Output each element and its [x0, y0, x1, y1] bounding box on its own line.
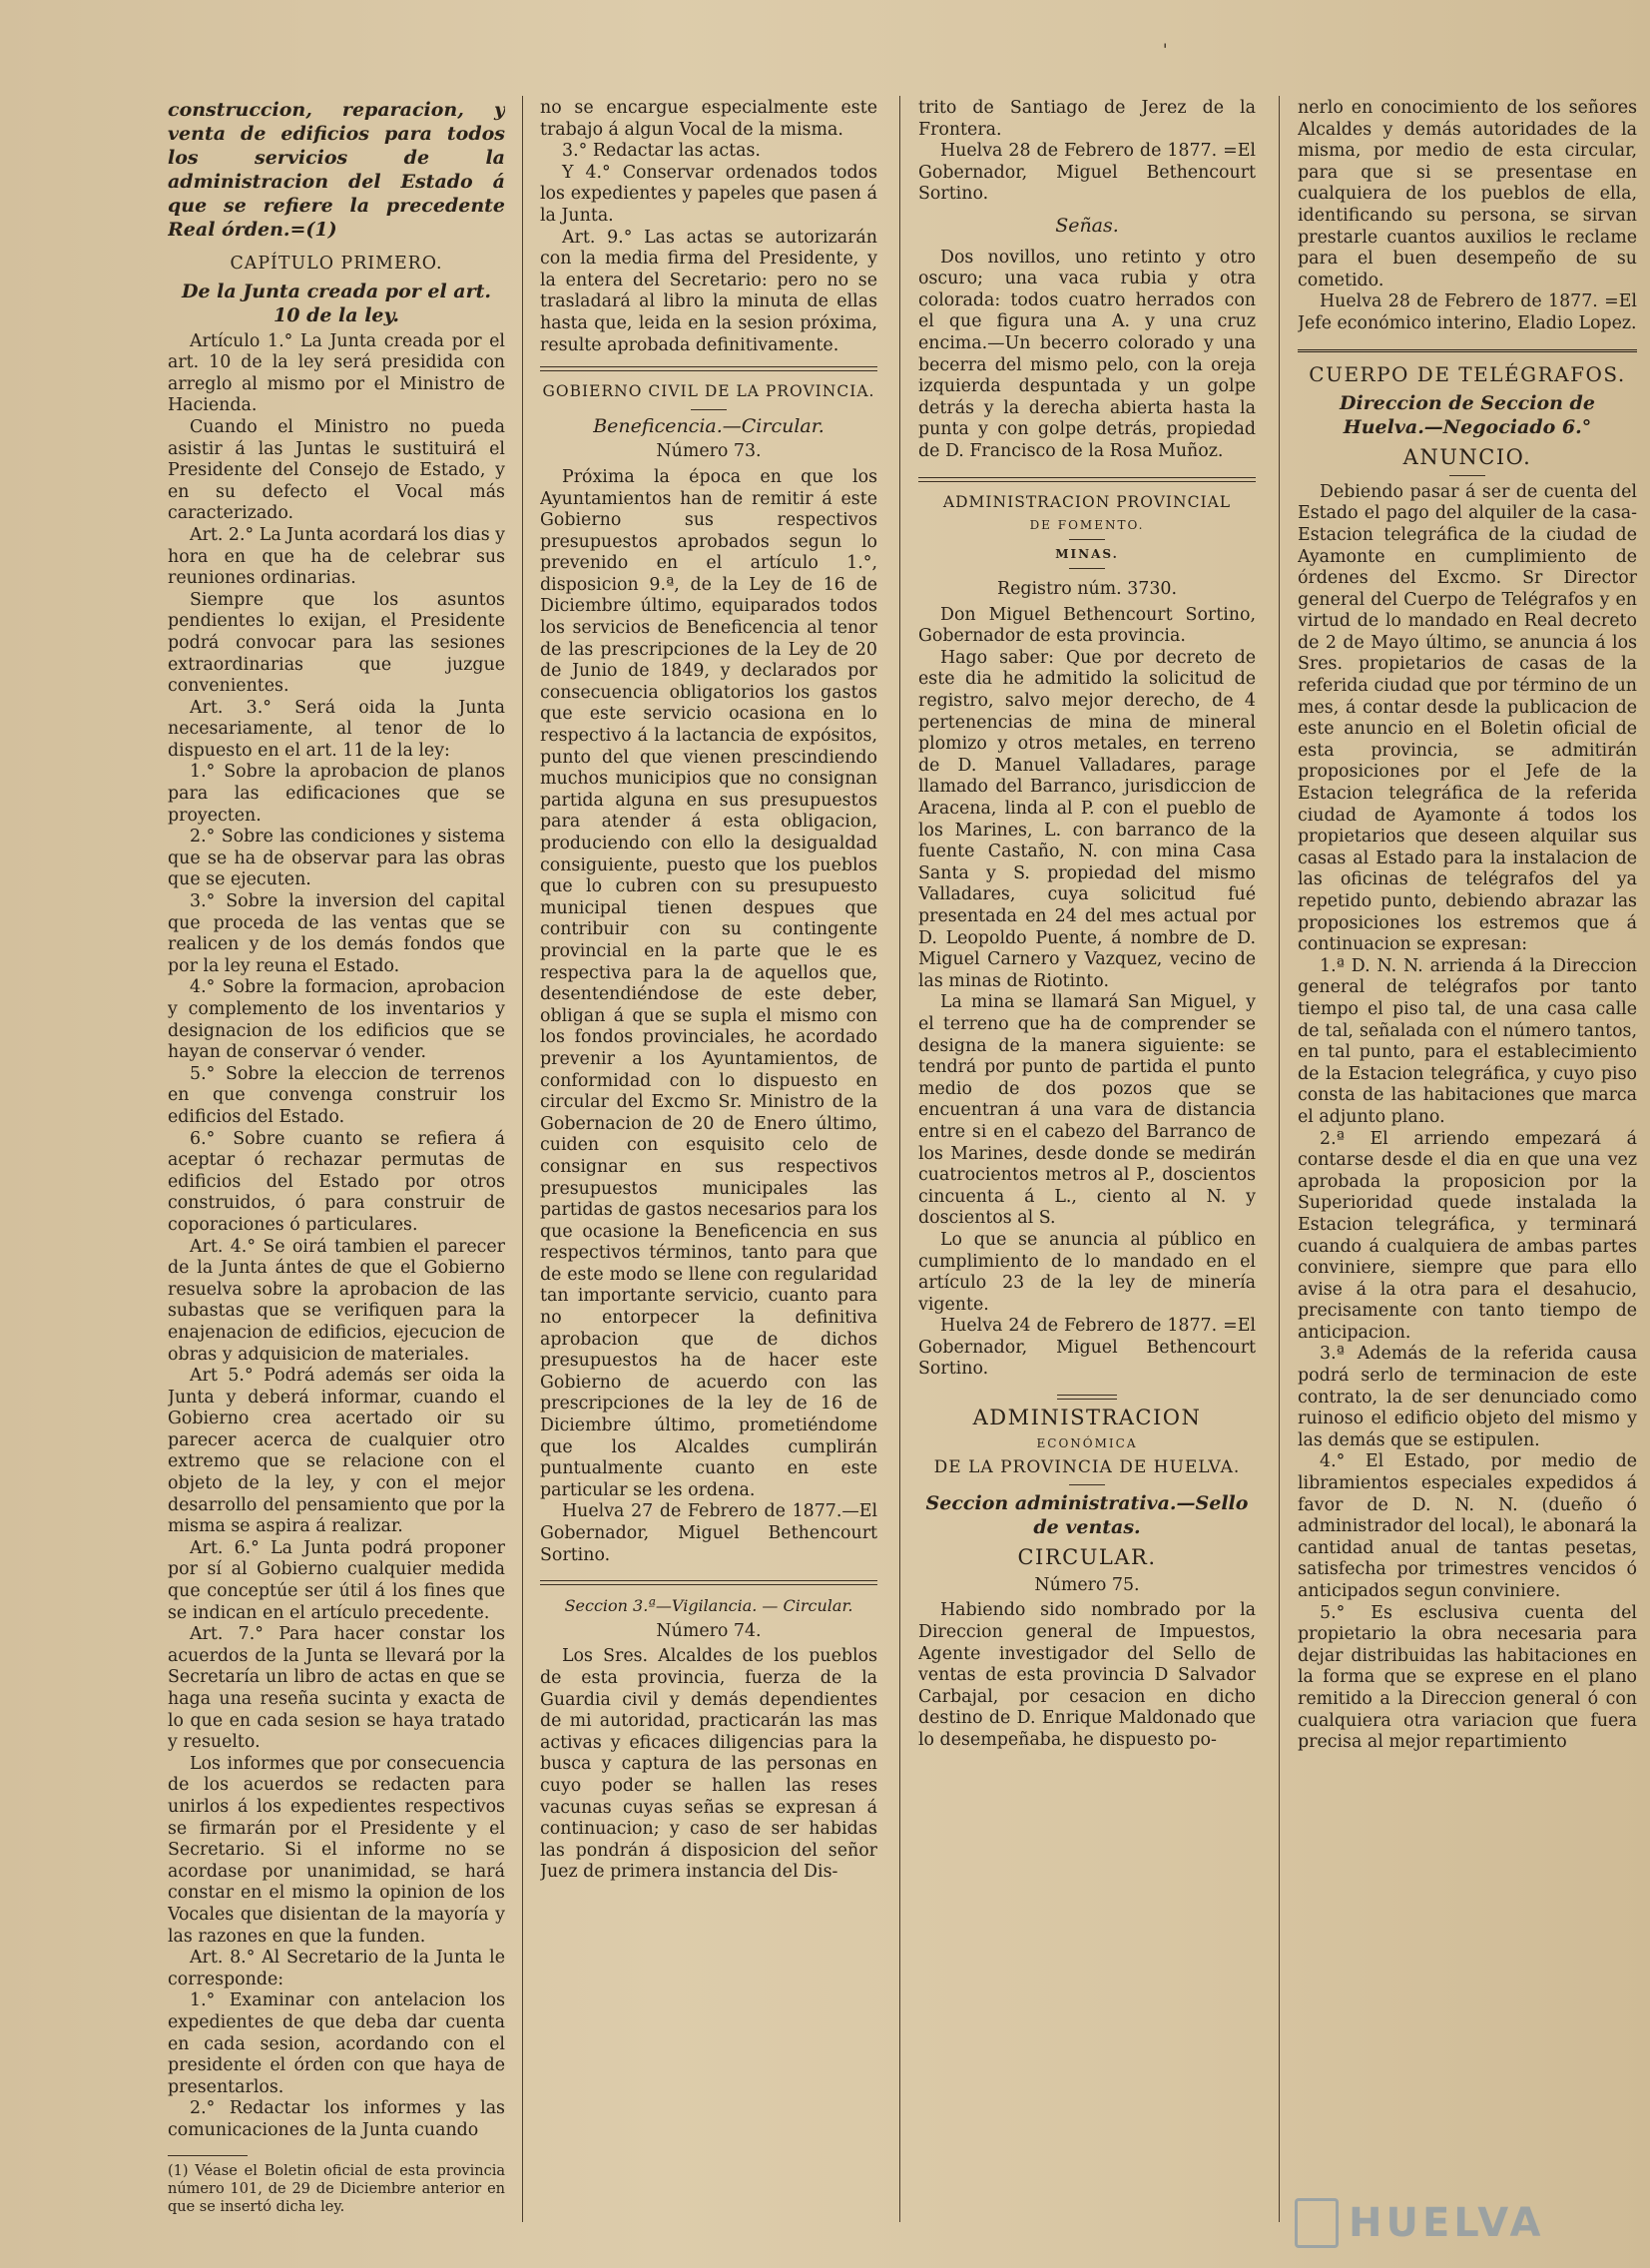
paragraph: Art. 2.° La Junta acordará los dias y hora en que ha de celebrar sus reuniones ordinarias. — [168, 524, 505, 589]
paragraph: Art 5.° Podrá además ser oida la Junta y deberá informar, cuando el Gobierno crea acertado oir su parecer acerca de cualquier otro extremo que se relacione con el objeto de la ley, y con el mejor desarrollo del pensamiento que por la misma se aspira á realizar. — [168, 1366, 505, 1537]
section-title: ANUNCIO. — [1402, 445, 1532, 470]
number-label: Número 73. — [656, 441, 762, 462]
paragraph: Siempre que los asuntos pendientes lo exijan, el Presidente podrá convocar para las sesiones extraordinarias que juzgue convenientes. — [168, 589, 505, 697]
section-subtitle: Beneficencia.—Circular. — [593, 414, 825, 437]
paragraph: Art. 3.° Será oida la Junta necesariamente, al tenor de lo dispuesto en el art. 11 de la ley: — [168, 697, 505, 761]
number-label: Número 74. — [656, 1620, 762, 1641]
section-title: DE LA PROVINCIA DE HUELVA. — [933, 1456, 1241, 1477]
paragraph: Art. 4.° Se oirá tambien el parecer de la Junta ántes de que el Gobierno resuelva sobre la aprobacion de las subastas que se verifiquen para la enajenacion de edificios, ejecucion de obras y adquisicion de materiales. — [168, 1236, 505, 1365]
section-title: CIRCULAR. — [1017, 1545, 1157, 1570]
paragraph: 5.° Sobre la eleccion de terrenos en que convenga construir los edificios del Estado. — [168, 1063, 505, 1127]
paragraph: 2.° Redactar los informes y las comunicaciones de la Junta cuando — [168, 2098, 505, 2140]
column-1 — [168, 98, 505, 2216]
paragraph: nerlo en conocimiento de los señores Alcaldes y demás autoridades de la misma, por medio de esta circular, para que si se presentase en cualquiera de los pueblos de ella, identificando su persona, se sirvan prestarle cuantos auxilios le reclame para el buen desempeño de su cometido. — [1298, 98, 1637, 290]
paragraph: trito de Santiago de Jerez de la Frontera. — [918, 98, 1256, 140]
paragraph: 4.° Sobre la formacion, aprobacion y complemento de los inventarios y designacion de los edificios que se hayan de conservar ó vender. — [168, 977, 505, 1063]
section-rule — [540, 1580, 877, 1585]
column-rule — [522, 96, 523, 2222]
article-list — [168, 331, 505, 2142]
section-rule — [1298, 349, 1637, 352]
registro-label: Registro núm. 3730. — [996, 579, 1178, 600]
column-2 — [540, 98, 877, 2216]
paragraph: Art. 7.° Para hacer constar los acuerdos de la Junta se llevará por la Secretaría un libro de actas en que se haga una reseña sucinta y exacta de lo que en cada sesion se haya tratado y resuelto. — [168, 1624, 505, 1753]
column-rule — [899, 96, 900, 2222]
paragraph: no se encargue especialmente este trabajo á algun Vocal de la misma. — [540, 98, 877, 140]
paragraph: Art. 8.° Al Secretario de la Junta le corresponde: — [168, 1948, 505, 1989]
dash-rule — [1069, 539, 1105, 540]
section-title: GOBIERNO CIVIL DE LA PROVINCIA. — [542, 382, 875, 401]
section-subtitle: ECONÓMICA — [1036, 1435, 1138, 1450]
watermark-text: HUELVA — [1349, 2200, 1545, 2246]
intro-text: construccion, reparacion, y venta de edificios para todos los servicios de la administracion del Estado á que se refiere la precedente Real órden.=(1) — [168, 99, 505, 241]
paragraph: Próxima la época en que los Ayuntamientos han de remitir á este Gobierno sus respectivos presupuestos aprobados segun lo prevenido en el artículo 1.°, disposicion 9.ª, de la Ley de 16 de Diciembre último, equiparados todos los servicios de Beneficencia al tenor de las prescripciones de la Ley de 20 de Junio de 1849, y declarados por consecuencia obligatorios los gastos que este servicio ocasiona en lo respectivo á la lactancia de expósitos, punto del que vienen prescindiendo muchos municipios que no consignan partida alguna en sus presupuestos para atender á esta obligacion, produciendo con ello la desigualdad consiguiente, puesto que los pueblos que lo cubren con su presupuesto municipal tienen despues que contribuir con su contingente provincial en la parte que le es respectiva para la de aquellos que, desentendiéndose de este deber, obligan á que se supla el mismo con los fondos provinciales, he acordado prevenir a los Ayuntamientos, de conformidad con lo dispuesto en circular del Excmo Sr. Ministro de la Gobernacion de 20 de Enero último, cuiden con esquisito celo de consignar en sus respectivos presupuestos municipales las partidas de gastos necesarios para los que ocasione la Beneficencia en sus respectivos términos, tanto para que de este modo se llene con regularidad tan importante servicio, cuanto para no entorpecer la definitiva aprobacion que de dichos presupuestos ha de hacer este Gobierno de acuerdo con las prescripciones de la ley de 16 de Diciembre último, prometiéndome que los Alcaldes cumplirán puntualmente cuanto en este particular se les ordena. — [540, 466, 877, 1500]
paragraph: 2.° Sobre las condiciones y sistema que se ha de observar para las obras que se ejecuten. — [168, 827, 505, 890]
paragraph: Lo que se anuncia al público en cumplimiento de lo mandado en el artículo 23 de la ley de minería vigente. — [918, 1229, 1256, 1315]
paragraph: 1.° Examinar con antelacion los expedientes de que deba dar cuenta en cada sesion, acordando con el presidente el órden con que haya de presentarlos. — [168, 1990, 505, 2097]
paragraph: 3.° Sobre la inversion del capital que proceda de las ventas que se realicen y de los demás fondos que por la ley reuna el Estado. — [168, 891, 505, 976]
column-rule — [1279, 96, 1280, 2222]
signature: Huelva 28 de Febrero de 1877. =El Jefe económico interino, Eladio Lopez. — [1298, 291, 1637, 333]
double-rule — [1057, 1395, 1117, 1400]
paragraph: Debiendo pasar á ser de cuenta del Estado el pago del alquiler de la casa-Estacion telegráfica de la ciudad de Ayamonte en cumplimiento de órdenes del Excmo. Sr Director general del Cuerpo de Telégrafos y en virtud de lo mandado en Real decreto de 2 de Mayo último, se anuncia á los Sres. propietarios de casas de la referida ciudad que por término de un mes, á contar desde la publicacion de este anuncio en el Boletin oficial de esta provincia, se admitirán proposiciones por el Jefe de la Estacion telegráfica de la referida ciudad de Ayamonte á todos los propietarios que deseen alquilar sus casas al Estado para la instalacion de las oficinas de telégrafos del ya repetido punto, debiendo abrazar las proposiciones los estremos que á continuacion se expresan: — [1298, 481, 1637, 955]
shield-icon — [1295, 2198, 1339, 2248]
footnote: (1) Véase el Boletin oficial de esta provincia número 101, de 29 de Diciembre anterior en que se insertó dicha ley. — [168, 2163, 505, 2216]
section-title: ADMINISTRACION — [972, 1406, 1202, 1430]
section-subtitle: Direccion de Seccion de Huelva.—Negociado 6.° — [1340, 392, 1595, 439]
section-subtitle: MINAS. — [1055, 547, 1119, 562]
paragraph: Hago saber: Que por decreto de este dia he admitido la solicitud de registro, salvo mejor derecho, de 4 pertenencias de mina de mineral plomizo y otros metales, en terreno de D. Manuel Valladares, parage llamado del Barranco, jurisdiccion de Aracena, linda al P. con el pueblo de los Marines, L. con barranco de la fuente Castaño, N. con mina Casa Santa y S. propiedad del mismo Valladares, cuya solicitud fué presentada en 24 del mes actual por D. Leopoldo Puente, á nombre de D. Miguel Carnero y Vazquez, vecino de las minas de Riotinto. — [918, 647, 1256, 991]
section-title: CUERPO DE TELÉGRAFOS. — [1309, 361, 1626, 386]
footnote-rule — [168, 2155, 248, 2156]
paragraph: 2.ª El arriendo empezará á contarse desde el dia en que una vez aprobada la proposicion por la Superioridad quede instalada la Estacion telegráfica, y terminará cuando á cualquiera de ambas partes conviniere, siempre que para ello avise á la otra para el desahucio, precisamente con tanto tiempo de anticipacion. — [1298, 1128, 1637, 1343]
paragraph: Los Sres. Alcaldes de los pueblos de esta provincia, fuerza de la Guardia civil y demás dependientes de mi autoridad, practicarán las mas activas y eficaces diligencias para la busca y captura de las personas en cuyo poder se hallen las reses vacunas cuyas señas se expresan á continuacion; y caso de ser habidas las pondrán á disposicion del señor Juez de primera instancia del Dis- — [540, 1646, 877, 1883]
paragraph: 1.° Sobre la aprobacion de planos para las edificaciones que se proyecten. — [168, 762, 505, 826]
paragraph: 3.ª Además de la referida causa podrá serlo de terminacion de este contrato, la de ser denunciado como ruinoso el edificio objeto del mismo y las demás que se estipulen. — [1298, 1344, 1637, 1450]
paragraph: 3.° Redactar las actas. — [562, 141, 761, 162]
dash-rule — [1069, 568, 1105, 569]
signature: Huelva 24 de Febrero de 1877. =El Gobernador, Miguel Bethencourt Sortino. — [918, 1316, 1256, 1380]
section-subtitle: Señas. — [1055, 214, 1119, 237]
signature: Huelva 27 de Febrero de 1877.—El Gobernador, Miguel Bethencourt Sortino. — [540, 1501, 877, 1565]
section-rule — [540, 366, 877, 371]
signature: Huelva 28 de Febrero de 1877. =El Gobernador, Miguel Bethencourt Sortino. — [918, 141, 1256, 205]
paragraph: Dos novillos, uno retinto y otro oscuro; una vaca rubia y otra colorada: todos cuatro herrados con el que figura una A. y una cruz encima.—Un becerro colorado y una becerra del mismo pelo, con la oreja izquierda despuntada y un golpe detrás y la derecha abierta hasta la punta y con golpe detrás, propiedad de D. Francisco de la Rosa Muñoz. — [918, 247, 1256, 461]
paragraph: Y 4.° Conservar ordenados todos los expedientes y papeles que pasen á la Junta. — [540, 162, 877, 226]
paragraph: Art. 9.° Las actas se autorizarán con la media firma del Presidente, y la entera del Secretario: pero no se trasladará al libro la minuta de ellas hasta que, leida en la sesion próxima, resulte aprobada definitivamente. — [540, 227, 877, 355]
column-4 — [1298, 98, 1637, 2216]
number-label: Número 75. — [1034, 1574, 1140, 1595]
section-rule — [918, 477, 1256, 482]
paragraph: 5.° Es esclusiva cuenta del propietario la obra necesaria para dejar distribuidas las habitaciones en la forma que se exprese en el plano remitido a la Direccion general ó con cualquiera otra variacion que fuera precisa al mejor repartimiento — [1298, 1602, 1637, 1753]
paragraph: Cuando el Ministro no pueda asistir á las Juntas le sustituirá el Presidente del Consejo de Estado, y en su defecto el Vocal más caracterizado. — [168, 416, 505, 524]
top-mark: ' — [1163, 40, 1168, 59]
chapter-subtitle: De la Junta creada por el art. 10 de la ley. — [181, 280, 492, 326]
dash-rule — [1069, 1484, 1105, 1485]
section-subtitle: DE FOMENTO. — [1029, 518, 1145, 533]
dash-rule — [1449, 475, 1485, 476]
chapter-title: CAPÍTULO PRIMERO. — [230, 254, 443, 274]
paragraph: 4.° El Estado, por medio de libramientos especiales expedidos á favor de D. N. N. (dueño ó administrador del local), le abonará la cantidad anual de tantas pesetas, satisfecha por trimestres vencidos ó anticipados segun conviniere. — [1298, 1451, 1637, 1601]
huelva-watermark — [1295, 2196, 1624, 2250]
dash-rule — [691, 409, 727, 410]
paragraph: 1.ª D. N. N. arrienda á la Direccion general de telégrafos por tanto tiempo el piso tal, de una casa calle de tal, señalada con el número tantos, en tal punto, para el establecimiento de la Estacion telegráfica, y cuyo piso consta de las habitaciones que marca el adjunto plano. — [1298, 955, 1637, 1127]
column-3 — [918, 98, 1256, 2216]
paragraph: 6.° Sobre cuanto se refiera á aceptar ó rechazar permutas de edificios del Estado por otros construidos, ó para construir de coporaciones ó particulares. — [168, 1128, 505, 1235]
section-subtitle: Seccion 3.ª—Vigilancia. — Circular. — [564, 1596, 853, 1616]
section-title: ADMINISTRACION PROVINCIAL — [942, 492, 1232, 511]
paragraph: Habiendo sido nombrado por la Direccion general de Impuestos, Agente investigador del Sello de ventas de esta provincia D Salvador Carbajal, por cesacion en dicho destino de D. Enrique Maldonado que lo desempeñaba, he dispuesto po- — [918, 1600, 1256, 1750]
section-subtitle: Seccion administrativa.—Sello de ventas. — [925, 1492, 1249, 1539]
paragraph: Los informes que por consecuencia de los acuerdos se redacten para unirlos á los expedientes respectivos se firmarán por el Presidente y el Secretario. Si el informe no se acordase por unanimidad, se hará constar en el mismo la opinion de los Vocales que disientan de la mayoría y las razones en que la funden. — [168, 1753, 505, 1947]
paragraph: La mina se llamará San Miguel, y el terreno que ha de comprender se designa de la manera siguiente: se tendrá por punto de partida el punto medio de dos pozos que se encuentran á una vara de distancia entre si en el cabezo del Barranco de los Marines, desde donde se medirán cuatrocientos metros al P., doscientos cincuenta á L., ciento al N. y doscientos al S. — [918, 992, 1256, 1229]
paragraph: Art. 6.° La Junta podrá proponer por sí al Gobierno cualquier medida que conceptúe ser útil á los fines que se indican en el artículo precedente. — [168, 1537, 505, 1623]
paragraph: Don Miguel Bethencourt Sortino, Gobernador de esta provincia. — [918, 604, 1256, 647]
paragraph: Artículo 1.° La Junta creada por el art. 10 de la ley será presidida con arreglo al mismo por el Ministro de Hacienda. — [168, 330, 505, 416]
